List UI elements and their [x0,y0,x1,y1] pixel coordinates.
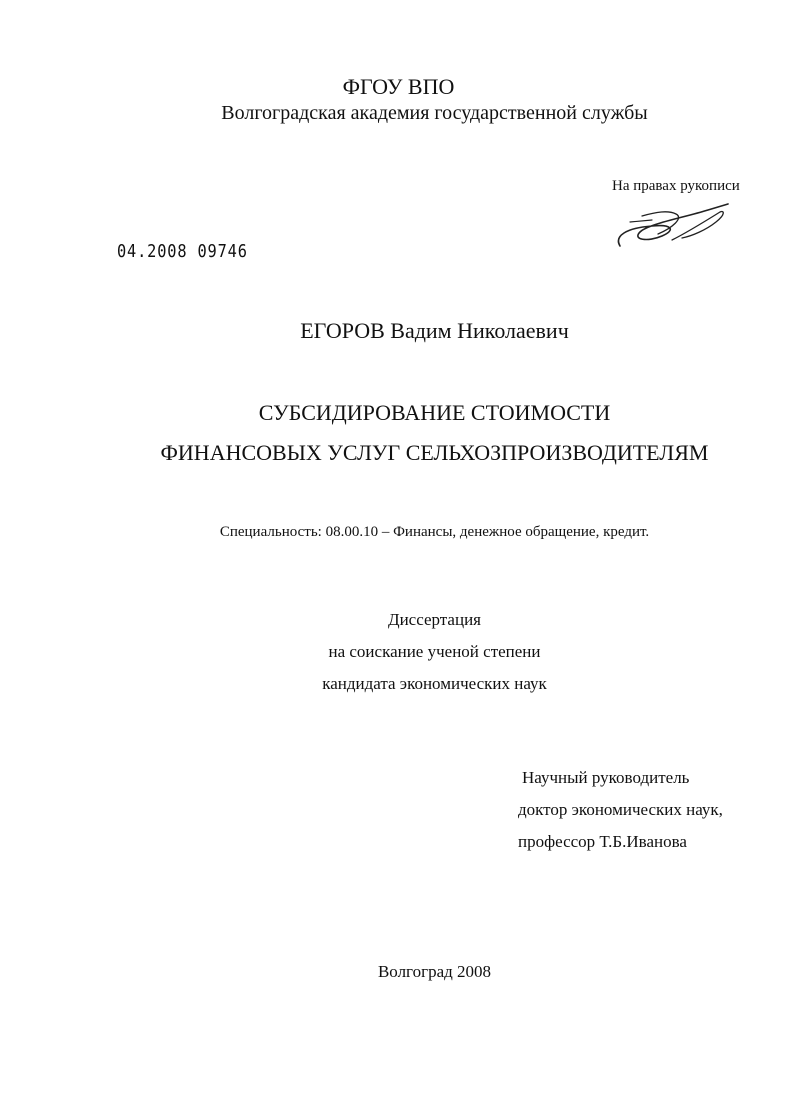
place-year: Волгоград 2008 [377,962,492,981]
signature-icon [612,196,738,256]
adviser-label: Научный руководитель [522,768,690,787]
specialty: Специальность: 08.00.10 – Финансы, денежное обращение, кредит. [219,524,650,540]
dissertation-label: Диссертация [387,610,481,629]
dissertation-title-line-2: ФИНАНСОВЫХ УСЛУГ СЕЛЬХОЗПРОИЗВОДИТЕЛЯМ [160,440,709,465]
organization-name: ФГОУ ВПО [342,74,455,99]
degree-line: на соискание ученой степени [328,642,541,661]
adviser-degree: доктор экономических наук, [518,800,723,819]
library-stamp-number: 04.2008 09746 [117,241,248,262]
degree-name: кандидата экономических наук [322,674,547,693]
manuscript-note: На правах рукописи [612,178,740,194]
institution-name: Волгоградская академия государственной службы [221,102,648,124]
adviser-name: профессор Т.Б.Иванова [518,832,687,851]
author-name: ЕГОРОВ Вадим Николаевич [300,318,569,343]
dissertation-title-line-1: СУБСИДИРОВАНИЕ СТОИМОСТИ [258,400,611,425]
